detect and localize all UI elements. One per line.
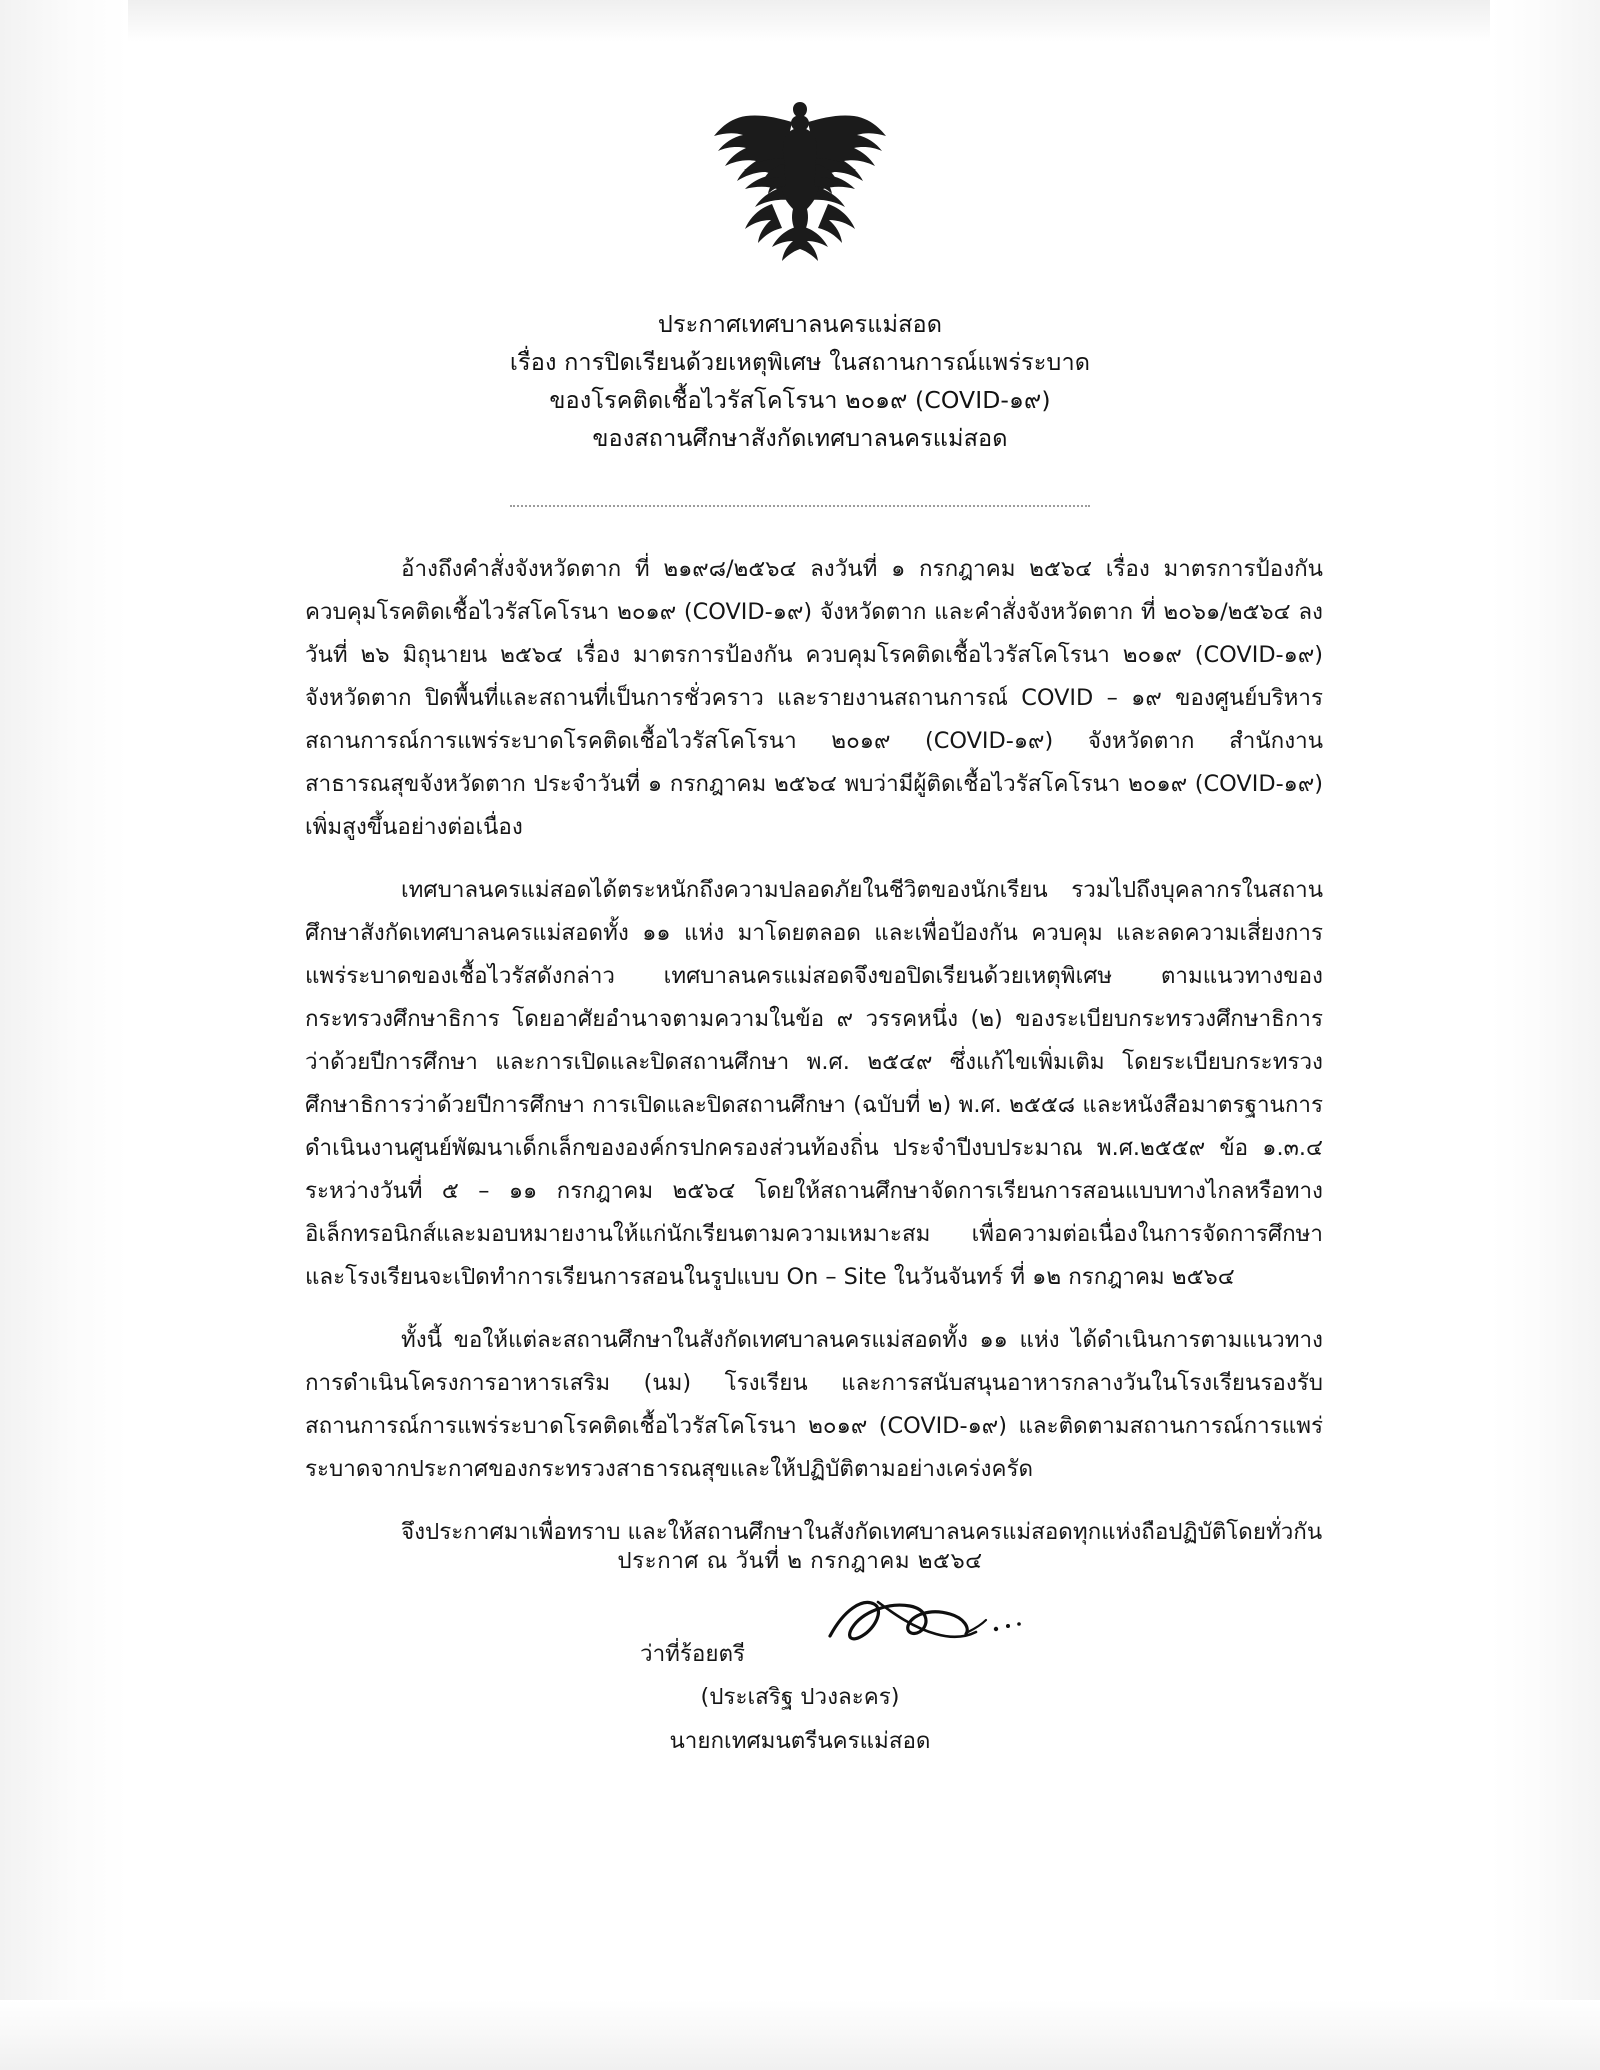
paragraph-1: อ้างถึงคำสั่งจังหวัดตาก ที่ ๒๑๙๘/๒๕๖๔ ลงวันที่ ๑ กรกฎาคม ๒๕๖๔ เรื่อง มาตรการป้องกัน ควบคุมโรคติดเชื้อไวรัสโคโรนา ๒๐๑๙ (COVID-๑๙) จังหวัดตาก และคำสั่งจังหวัดตาก ที่ ๒๐๖๑/๒๕๖๔ ลงวันที่ ๒๖ มิถุนายน ๒๕๖๔ เรื่อง มาตรการป้องกัน ควบคุมโรคติดเชื้อไวรัสโคโรนา ๒๐๑๙ (COVID-๑๙) จังหวัดตาก ปิดพื้นที่และสถานที่เป็นการชั่วคราว และรายงานสถานการณ์ COVID – ๑๙ ของศูนย์บริหารสถานการณ์การแพร่ระบาดโรคติดเชื้อไวรัสโคโรนา ๒๐๑๙ (COVID-๑๙) จังหวัดตาก สำนักงานสาธารณสุขจังหวัดตาก ประจำวันที่ ๑ กรกฎาคม ๒๕๖๔ พบว่ามีผู้ติดเชื้อไวรัสโคโรนา ๒๐๑๙ (COVID-๑๙) เพิ่มสูงขึ้นอย่างต่อเนื่อง: [305, 556, 1323, 841]
document-body: [305, 548, 1323, 1570]
title-line-3: ของโรคติดเชื้อไวรัสโคโรนา ๒๐๑๙ (COVID-๑๙): [549, 386, 1051, 415]
paragraph-2: เทศบาลนครแม่สอดได้ตระหนักถึงความปลอดภัยในชีวิตของนักเรียน รวมไปถึงบุคลากรในสถานศึกษาสังกัดเทศบาลนครแม่สอดทั้ง ๑๑ แห่ง มาโดยตลอด และเพื่อป้องกัน ควบคุม และลดความเสี่ยงการแพร่ระบาดของเชื้อไวรัสดังกล่าว เทศบาลนครแม่สอดจึงขอปิดเรียนด้วยเหตุพิเศษ ตามแนวทางของกระทรวงศึกษาธิการ โดยอาศัยอำนาจตามความในข้อ ๙ วรรคหนึ่ง (๒) ของระเบียบกระทรวงศึกษาธิการ ว่าด้วยปีการศึกษา และการเปิดและปิดสถานศึกษา พ.ศ. ๒๕๔๙ ซึ่งแก้ไขเพิ่มเติม โดยระเบียบกระทรวงศึกษาธิการว่าด้วยปีการศึกษา การเปิดและปิดสถานศึกษา (ฉบับที่ ๒) พ.ศ. ๒๕๕๘ และหนังสือมาตรฐานการดำเนินงานศูนย์พัฒนาเด็กเล็กขององค์กรปกครองส่วนท้องถิ่น ประจำปีงบประมาณ พ.ศ.๒๕๕๙ ข้อ ๑.๓.๔ ระหว่างวันที่ ๕ – ๑๑ กรกฎาคม ๒๕๖๔ โดยให้สถานศึกษาจัดการเรียนการสอนแบบทางไกลหรือทางอิเล็กทรอนิกส์และมอบหมายงานให้แก่นักเรียนตามความเหมาะสม เพื่อความต่อเนื่องในการจัดการศึกษา และโรงเรียนจะเปิดทำการเรียนการสอนในรูปแบบ On – Site ในวันจันทร์ ที่ ๑๒ กรกฎาคม ๒๕๖๔: [305, 877, 1323, 1291]
paragraph-4: จึงประกาศมาเพื่อทราบ และให้สถานศึกษาในสังกัดเทศบาลนครแม่สอดทุกแห่งถือปฏิบัติโดยทั่วกัน: [401, 1519, 1323, 1546]
garuda-emblem-icon: [700, 96, 900, 281]
document-title-block: [0, 305, 1600, 457]
signer-position: นายกเทศมนตรีนครแม่สอด: [669, 1728, 931, 1754]
signer-name: (ประเสริฐ ปวงละคร): [700, 1684, 900, 1710]
title-line-2: เรื่อง การปิดเรียนด้วยเหตุพิเศษ ในสถานการณ์แพร่ระบาด: [509, 348, 1091, 377]
signer-rank-label: ว่าที่ร้อยตรี: [640, 1641, 746, 1667]
title-divider: [510, 505, 1090, 507]
paragraph-3: ทั้งนี้ ขอให้แต่ละสถานศึกษาในสังกัดเทศบาลนครแม่สอดทั้ง ๑๑ แห่ง ได้ดำเนินการตามแนวทางการดำเนินโครงการอาหารเสริม (นม) โรงเรียน และการสนับสนุนอาหารกลางวันในโรงเรียนรองรับสถานการณ์การแพร่ระบาดโรคติดเชื้อไวรัสโคโรนา ๒๐๑๙ (COVID-๑๙) และติดตามสถานการณ์การแพร่ระบาดจากประกาศของกระทรวงสาธารณสุขและให้ปฏิบัติตามอย่างเคร่งครัด: [305, 1327, 1323, 1483]
title-line-4: ของสถานศึกษาสังกัดเทศบาลนครแม่สอด: [592, 424, 1008, 453]
title-line-1: ประกาศเทศบาลนครแม่สอด: [657, 310, 943, 338]
handwritten-signature-icon: [818, 1588, 1038, 1666]
announce-date: ประกาศ ณ วันที่ ๒ กรกฎาคม ๒๕๖๔: [617, 1548, 983, 1574]
